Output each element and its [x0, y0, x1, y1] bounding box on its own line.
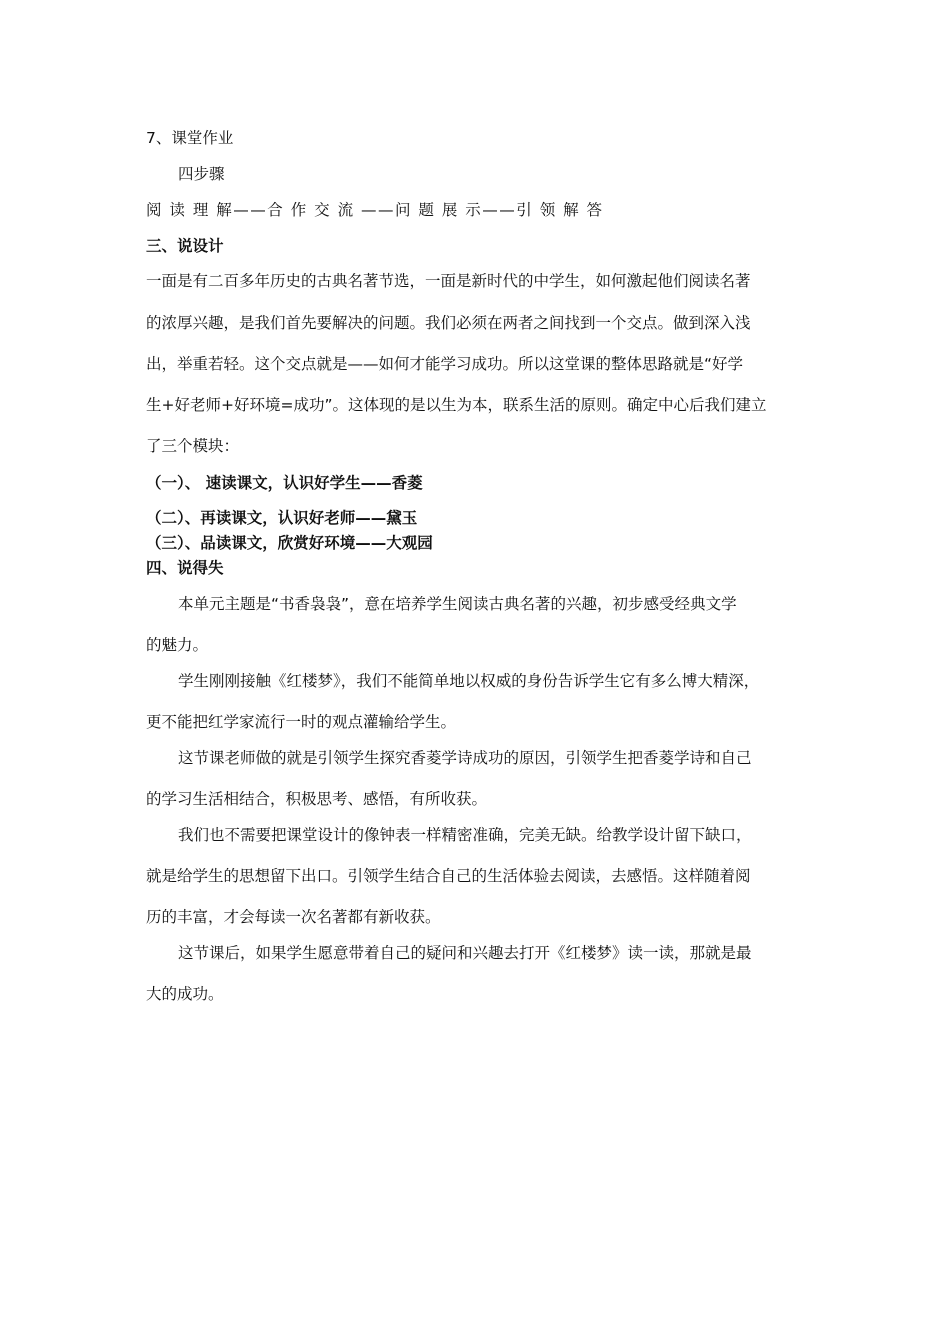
section4-para1-line-1: 本单元主题是“书香袅袅”，意在培养学生阅读古典名著的兴趣，初步感受经典文学 [178, 595, 737, 613]
section7-steps: 阅 读 理 解——合 作 交 流 ——问 题 展 示——引 领 解 答 [146, 201, 604, 219]
module-2: （二）、再读课文，认识好老师——黛玉 [146, 509, 418, 527]
section4-para5-line-2: 大的成功。 [146, 985, 224, 1003]
section4-para4-line-1: 我们也不需要把课堂设计的像钟表一样精密准确，完美无缺。给教学设计留下缺口， [178, 826, 752, 844]
section4-para2-line-1: 学生刚刚接触《红楼梦》，我们不能简单地以权威的身份告诉学生它有多么博大精深， [178, 672, 760, 690]
section7-subtitle: 四步骤 [178, 165, 225, 183]
section3-line-3: 出，举重若轻。这个交点就是——如何才能学习成功。所以这堂课的整体思路就是“好学 [146, 355, 744, 373]
section3-line-5: 了三个模块： [146, 437, 240, 455]
section4-para3-line-2: 的学习生活相结合，积极思考、感悟，有所收获。 [146, 790, 488, 808]
section4-heading: 四、说得失 [146, 559, 224, 577]
module-3: （三）、品读课文，欣赏好环境——大观园 [146, 534, 433, 552]
section3-line-2: 的浓厚兴趣，是我们首先要解决的问题。我们必须在两者之间找到一个交点。做到深入浅 [146, 314, 751, 332]
section4-para2-line-2: 更不能把红学家流行一时的观点灌输给学生。 [146, 713, 457, 731]
section3-heading: 三、说设计 [146, 237, 224, 255]
section7-title: 7、课堂作业 [146, 129, 234, 147]
section3-line-4: 生+好老师+好环境=成功”。这体现的是以生为本，联系生活的原则。确定中心后我们建立 [146, 396, 767, 414]
section4-para5-line-1: 这节课后，如果学生愿意带着自己的疑问和兴趣去打开《红楼梦》读一读，那就是最 [178, 944, 752, 962]
section4-para4-line-3: 历的丰富，才会每读一次名著都有新收获。 [146, 908, 441, 926]
module-1: （一）、 速读课文，认识好学生——香菱 [146, 474, 423, 492]
section4-para4-line-2: 就是给学生的思想留下出口。引领学生结合自己的生活体验去阅读，去感悟。这样随着阅 [146, 867, 751, 885]
section4-para3-line-1: 这节课老师做的就是引领学生探究香菱学诗成功的原因，引领学生把香菱学诗和自己 [178, 749, 752, 767]
section4-para1-line-2: 的魅力。 [146, 636, 209, 654]
section3-line-1: 一面是有二百多年历史的古典名著节选，一面是新时代的中学生，如何激起他们阅读名著 [146, 272, 751, 290]
